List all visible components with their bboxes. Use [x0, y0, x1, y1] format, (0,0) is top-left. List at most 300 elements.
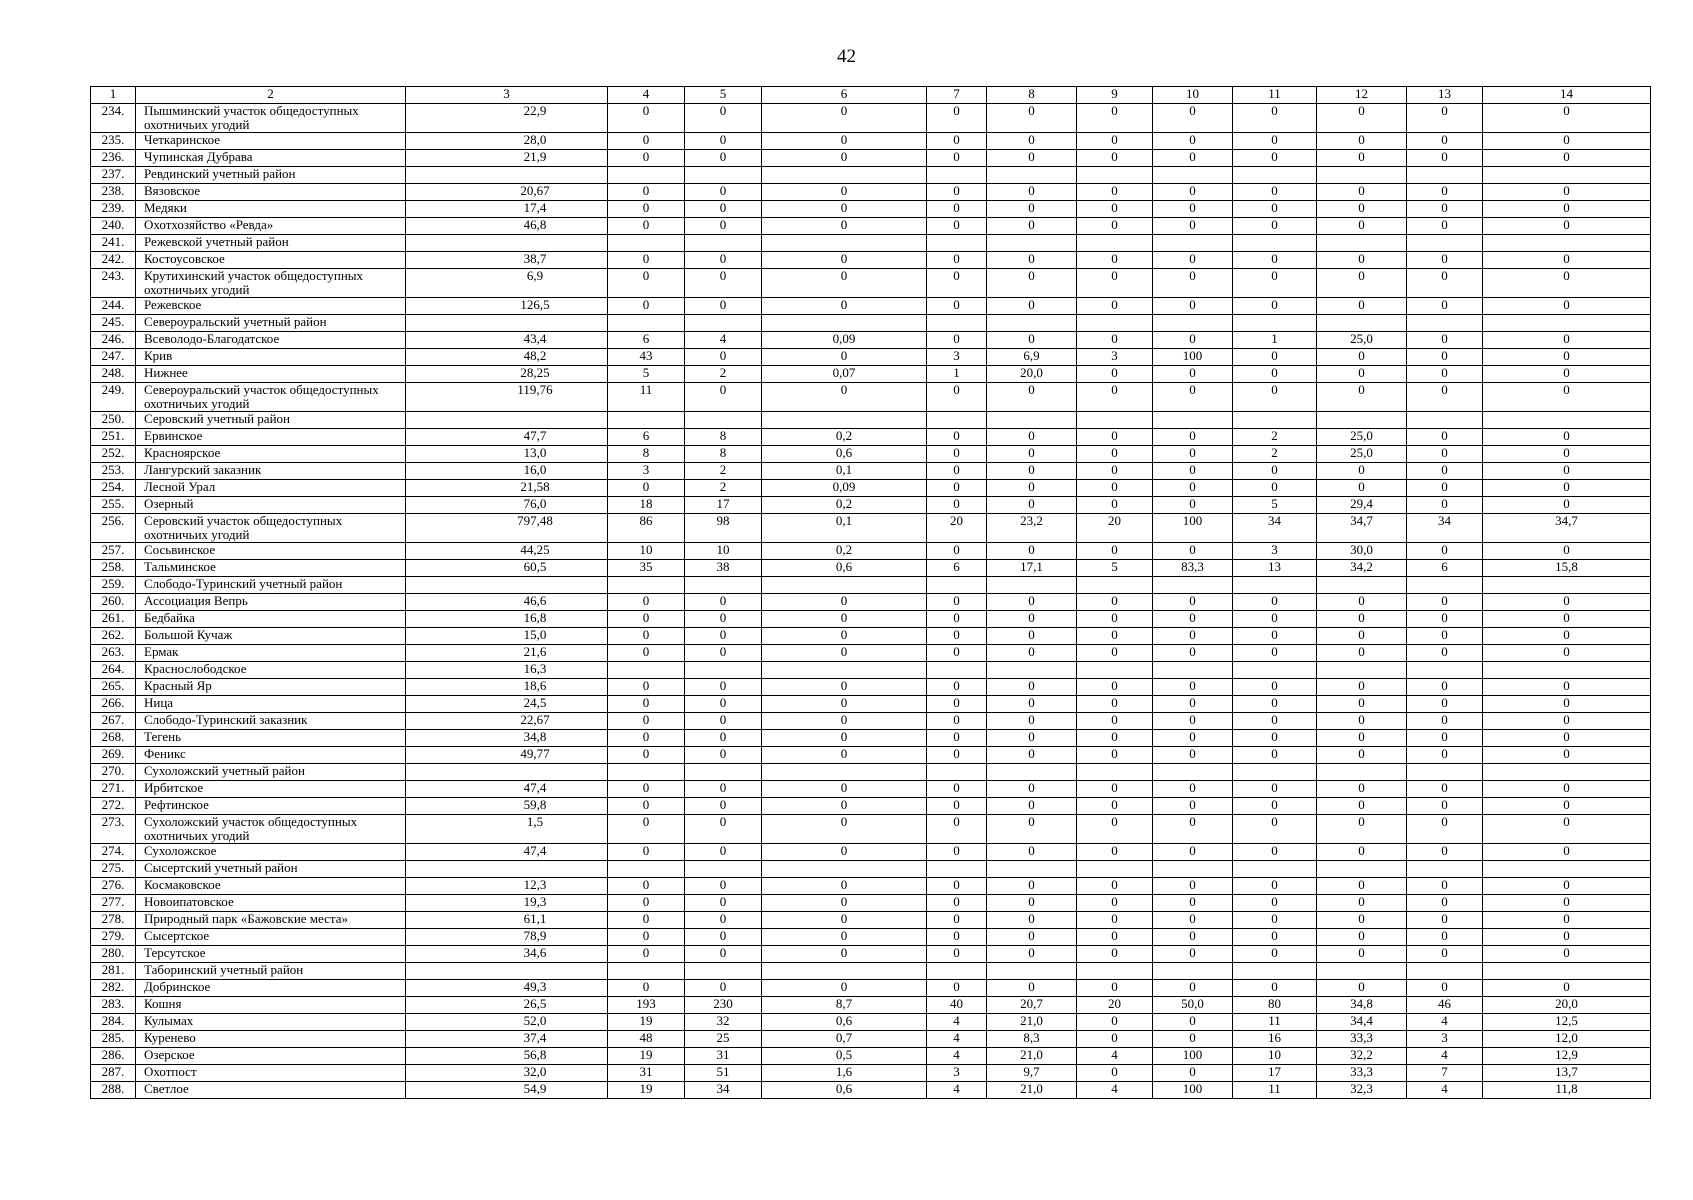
value-cell: 98: [685, 514, 762, 543]
value-cell: 34: [685, 1082, 762, 1099]
area-value: 16,8: [406, 611, 608, 628]
value-cell: 6: [927, 560, 987, 577]
value-cell: 0: [1317, 349, 1407, 366]
value-cell: [927, 963, 987, 980]
value-cell: 0: [1407, 298, 1483, 315]
value-cell: [1317, 577, 1407, 594]
value-cell: 8: [608, 446, 685, 463]
value-cell: 0: [1317, 383, 1407, 412]
page-number: 42: [837, 46, 856, 67]
value-cell: 0: [1483, 895, 1651, 912]
area-name: Тегень: [136, 730, 406, 747]
value-cell: [1077, 861, 1153, 878]
value-cell: 0: [1483, 366, 1651, 383]
value-cell: [1077, 315, 1153, 332]
value-cell: 0: [1317, 628, 1407, 645]
area-value: 61,1: [406, 912, 608, 929]
value-cell: 0: [987, 929, 1077, 946]
value-cell: 83,3: [1153, 560, 1233, 577]
value-cell: 0: [927, 645, 987, 662]
value-cell: [1153, 861, 1233, 878]
value-cell: 0: [1317, 730, 1407, 747]
value-cell: 4: [1407, 1082, 1483, 1099]
value-cell: 193: [608, 997, 685, 1014]
value-cell: 0: [1153, 252, 1233, 269]
table-row: [91, 628, 1651, 645]
table-row: [91, 764, 1651, 781]
area-name: Таборинский учетный район: [136, 963, 406, 980]
value-cell: 33,3: [1317, 1031, 1407, 1048]
value-cell: 0: [1233, 269, 1317, 298]
value-cell: 0: [1153, 1031, 1233, 1048]
value-cell: 0: [1077, 201, 1153, 218]
value-cell: [685, 963, 762, 980]
row-number: 243.: [91, 269, 136, 298]
value-cell: 0: [1317, 201, 1407, 218]
value-cell: 0: [987, 150, 1077, 167]
value-cell: 0: [1233, 383, 1317, 412]
value-cell: 0: [608, 980, 685, 997]
table-row: [91, 1048, 1651, 1065]
value-cell: [1407, 412, 1483, 429]
value-cell: 0: [1233, 133, 1317, 150]
area-name: Пышминский участок общедоступных охотничьих угодий: [136, 104, 406, 133]
value-cell: 0: [927, 696, 987, 713]
value-cell: [987, 315, 1077, 332]
value-cell: 0: [1077, 429, 1153, 446]
value-cell: 0: [685, 269, 762, 298]
column-header: 5: [685, 87, 762, 104]
column-header: 1: [91, 87, 136, 104]
value-cell: 32,2: [1317, 1048, 1407, 1065]
value-cell: 100: [1153, 349, 1233, 366]
value-cell: 0: [1233, 150, 1317, 167]
row-number: 280.: [91, 946, 136, 963]
value-cell: 0: [1153, 929, 1233, 946]
value-cell: 0: [685, 594, 762, 611]
value-cell: [1407, 315, 1483, 332]
value-cell: 0: [1077, 815, 1153, 844]
value-cell: 0: [1407, 946, 1483, 963]
value-cell: [1077, 167, 1153, 184]
value-cell: 0: [1407, 104, 1483, 133]
value-cell: 0: [1233, 844, 1317, 861]
value-cell: 0: [1077, 679, 1153, 696]
value-cell: 1,6: [762, 1065, 927, 1082]
value-cell: 9,7: [987, 1065, 1077, 1082]
row-number: 253.: [91, 463, 136, 480]
value-cell: 0: [1077, 150, 1153, 167]
value-cell: 0: [987, 184, 1077, 201]
value-cell: 0: [1077, 912, 1153, 929]
value-cell: 0: [762, 912, 927, 929]
row-number: 271.: [91, 781, 136, 798]
value-cell: [1233, 235, 1317, 252]
table-row: [91, 133, 1651, 150]
value-cell: [927, 764, 987, 781]
value-cell: 11,8: [1483, 1082, 1651, 1099]
area-name: Костоусовское: [136, 252, 406, 269]
row-number: 264.: [91, 662, 136, 679]
value-cell: [1407, 662, 1483, 679]
value-cell: 100: [1153, 1048, 1233, 1065]
area-value: 48,2: [406, 349, 608, 366]
area-name: Слободо-Туринский учетный район: [136, 577, 406, 594]
value-cell: 0: [1483, 645, 1651, 662]
value-cell: 0: [1233, 696, 1317, 713]
value-cell: 0: [1233, 815, 1317, 844]
value-cell: 2: [1233, 446, 1317, 463]
value-cell: 48: [608, 1031, 685, 1048]
row-number: 245.: [91, 315, 136, 332]
value-cell: 0: [987, 696, 1077, 713]
value-cell: 4: [1077, 1082, 1153, 1099]
table-row: [91, 252, 1651, 269]
value-cell: [927, 315, 987, 332]
value-cell: 0: [1407, 366, 1483, 383]
value-cell: 0: [608, 645, 685, 662]
row-number: 240.: [91, 218, 136, 235]
value-cell: 0: [1077, 543, 1153, 560]
table-row: [91, 514, 1651, 543]
value-cell: 34,7: [1483, 514, 1651, 543]
value-cell: [1233, 167, 1317, 184]
value-cell: 0: [1077, 480, 1153, 497]
row-number: 270.: [91, 764, 136, 781]
area-name: Режевской учетный район: [136, 235, 406, 252]
value-cell: 10: [608, 543, 685, 560]
value-cell: 0: [1153, 611, 1233, 628]
value-cell: 0: [608, 815, 685, 844]
area-name: Сысертский учетный район: [136, 861, 406, 878]
value-cell: 6: [608, 332, 685, 349]
value-cell: 0: [685, 104, 762, 133]
value-cell: [1233, 315, 1317, 332]
area-value: 44,25: [406, 543, 608, 560]
value-cell: 0: [762, 696, 927, 713]
value-cell: [608, 963, 685, 980]
value-cell: 0: [987, 844, 1077, 861]
table-row: [91, 946, 1651, 963]
value-cell: [1407, 861, 1483, 878]
area-value: 13,0: [406, 446, 608, 463]
area-value: 34,6: [406, 946, 608, 963]
row-number: 246.: [91, 332, 136, 349]
area-name: Ермак: [136, 645, 406, 662]
value-cell: 0: [1153, 133, 1233, 150]
value-cell: 10: [1233, 1048, 1317, 1065]
table-row: [91, 366, 1651, 383]
value-cell: 0: [685, 912, 762, 929]
value-cell: 0: [1153, 429, 1233, 446]
value-cell: 0: [1407, 645, 1483, 662]
value-cell: 0: [1153, 446, 1233, 463]
value-cell: 30,0: [1317, 543, 1407, 560]
area-name: Куренево: [136, 1031, 406, 1048]
row-number: 287.: [91, 1065, 136, 1082]
value-cell: 0: [1317, 815, 1407, 844]
value-cell: 3: [927, 1065, 987, 1082]
value-cell: 0: [1233, 747, 1317, 764]
value-cell: 0: [1407, 184, 1483, 201]
area-name: Слободо-Туринский заказник: [136, 713, 406, 730]
value-cell: 0: [762, 349, 927, 366]
value-cell: 0: [927, 611, 987, 628]
area-value: 38,7: [406, 252, 608, 269]
value-cell: 0: [927, 332, 987, 349]
value-cell: 0: [1483, 543, 1651, 560]
value-cell: 0: [608, 844, 685, 861]
value-cell: [1483, 412, 1651, 429]
value-cell: 0: [1077, 133, 1153, 150]
value-cell: [1483, 315, 1651, 332]
row-number: 261.: [91, 611, 136, 628]
value-cell: 20: [1077, 514, 1153, 543]
value-cell: 8: [685, 446, 762, 463]
table-row: [91, 895, 1651, 912]
value-cell: 8: [685, 429, 762, 446]
area-name: Североуральский участок общедоступных охотничьих угодий: [136, 383, 406, 412]
value-cell: 0: [927, 730, 987, 747]
row-number: 278.: [91, 912, 136, 929]
area-name: Всеволодо-Благодатское: [136, 332, 406, 349]
value-cell: [762, 577, 927, 594]
value-cell: 0: [1077, 1031, 1153, 1048]
value-cell: 0: [685, 679, 762, 696]
value-cell: 12,5: [1483, 1014, 1651, 1031]
row-number: 277.: [91, 895, 136, 912]
value-cell: 230: [685, 997, 762, 1014]
value-cell: 0: [1233, 895, 1317, 912]
value-cell: 0: [1153, 844, 1233, 861]
column-header: 6: [762, 87, 927, 104]
value-cell: 0: [1317, 104, 1407, 133]
value-cell: 4: [927, 1082, 987, 1099]
area-value: [406, 412, 608, 429]
area-name: Чупинская Дубрава: [136, 150, 406, 167]
value-cell: 0: [1407, 463, 1483, 480]
value-cell: 0: [1483, 781, 1651, 798]
value-cell: 0: [1077, 730, 1153, 747]
value-cell: 0: [1233, 201, 1317, 218]
value-cell: [1483, 167, 1651, 184]
value-cell: 0: [1317, 980, 1407, 997]
row-number: 234.: [91, 104, 136, 133]
value-cell: 0,2: [762, 497, 927, 514]
value-cell: 0: [608, 252, 685, 269]
value-cell: 0: [1407, 798, 1483, 815]
row-number: 275.: [91, 861, 136, 878]
value-cell: 0: [1407, 878, 1483, 895]
area-value: 47,4: [406, 781, 608, 798]
value-cell: 0: [1483, 201, 1651, 218]
value-cell: 0: [927, 269, 987, 298]
row-number: 288.: [91, 1082, 136, 1099]
value-cell: 0: [987, 497, 1077, 514]
value-cell: 0: [1407, 383, 1483, 412]
value-cell: [685, 315, 762, 332]
area-name: Сосьвинское: [136, 543, 406, 560]
value-cell: 0: [1317, 878, 1407, 895]
area-name: Сухоложское: [136, 844, 406, 861]
value-cell: [1483, 662, 1651, 679]
table-row: [91, 963, 1651, 980]
table-row: [91, 1031, 1651, 1048]
area-name: Североуральский учетный район: [136, 315, 406, 332]
area-value: 18,6: [406, 679, 608, 696]
value-cell: 18: [608, 497, 685, 514]
value-cell: [762, 861, 927, 878]
value-cell: 0: [685, 611, 762, 628]
value-cell: 0: [762, 929, 927, 946]
value-cell: [762, 764, 927, 781]
table-row: [91, 713, 1651, 730]
column-header: 4: [608, 87, 685, 104]
value-cell: 0: [927, 713, 987, 730]
table-row: [91, 645, 1651, 662]
value-cell: 0: [1153, 150, 1233, 167]
value-cell: 34,4: [1317, 1014, 1407, 1031]
value-cell: 0: [1483, 332, 1651, 349]
value-cell: 0: [927, 628, 987, 645]
value-cell: 0: [685, 713, 762, 730]
row-number: 235.: [91, 133, 136, 150]
value-cell: 0: [685, 929, 762, 946]
value-cell: [1233, 577, 1317, 594]
value-cell: [1233, 963, 1317, 980]
value-cell: 11: [1233, 1014, 1317, 1031]
value-cell: 2: [685, 480, 762, 497]
value-cell: 0: [1077, 696, 1153, 713]
value-cell: 0: [762, 269, 927, 298]
value-cell: 0: [1407, 349, 1483, 366]
value-cell: 0: [987, 679, 1077, 696]
value-cell: 0: [1407, 747, 1483, 764]
value-cell: [1153, 764, 1233, 781]
value-cell: 0: [608, 946, 685, 963]
value-cell: [1317, 167, 1407, 184]
value-cell: [1153, 235, 1233, 252]
value-cell: 0: [1483, 628, 1651, 645]
value-cell: 19: [608, 1014, 685, 1031]
value-cell: 0: [1153, 679, 1233, 696]
table-row: [91, 730, 1651, 747]
value-cell: 21,0: [987, 1082, 1077, 1099]
value-cell: 0: [987, 429, 1077, 446]
value-cell: [1317, 861, 1407, 878]
value-cell: 0: [1407, 713, 1483, 730]
value-cell: 0: [1153, 645, 1233, 662]
value-cell: 0: [927, 383, 987, 412]
value-cell: [685, 167, 762, 184]
value-cell: [1483, 963, 1651, 980]
value-cell: 0: [1483, 946, 1651, 963]
value-cell: 0: [762, 895, 927, 912]
area-value: 54,9: [406, 1082, 608, 1099]
value-cell: 0: [1317, 218, 1407, 235]
value-cell: [987, 861, 1077, 878]
value-cell: 0: [1407, 696, 1483, 713]
value-cell: 0: [608, 594, 685, 611]
value-cell: [685, 235, 762, 252]
value-cell: 0: [1153, 184, 1233, 201]
area-name: Лангурский заказник: [136, 463, 406, 480]
value-cell: 0: [1317, 645, 1407, 662]
value-cell: [1407, 235, 1483, 252]
value-cell: 0: [685, 878, 762, 895]
table-row: [91, 611, 1651, 628]
value-cell: 4: [927, 1014, 987, 1031]
area-name: Нижнее: [136, 366, 406, 383]
value-cell: 0: [987, 463, 1077, 480]
value-cell: 0: [1317, 133, 1407, 150]
value-cell: 23,2: [987, 514, 1077, 543]
value-cell: 19: [608, 1082, 685, 1099]
value-cell: [608, 577, 685, 594]
value-cell: 32: [685, 1014, 762, 1031]
value-cell: 0: [608, 628, 685, 645]
value-cell: 0: [1483, 679, 1651, 696]
value-cell: 0: [1233, 679, 1317, 696]
value-cell: 0: [1483, 252, 1651, 269]
value-cell: 4: [1407, 1048, 1483, 1065]
value-cell: 31: [608, 1065, 685, 1082]
area-value: 46,6: [406, 594, 608, 611]
row-number: 284.: [91, 1014, 136, 1031]
value-cell: 0: [608, 104, 685, 133]
area-name: Тальминское: [136, 560, 406, 577]
value-cell: 0: [1077, 269, 1153, 298]
value-cell: 0: [987, 912, 1077, 929]
area-name: Сысертское: [136, 929, 406, 946]
value-cell: 0: [685, 628, 762, 645]
value-cell: 0: [1153, 463, 1233, 480]
value-cell: 0: [1407, 446, 1483, 463]
column-header: 13: [1407, 87, 1483, 104]
area-name: Кулымах: [136, 1014, 406, 1031]
area-name: Феникс: [136, 747, 406, 764]
value-cell: 0: [1233, 252, 1317, 269]
value-cell: 0: [1077, 1065, 1153, 1082]
value-cell: 0: [987, 252, 1077, 269]
value-cell: 0: [1483, 218, 1651, 235]
area-value: 12,3: [406, 878, 608, 895]
value-cell: 0: [1407, 543, 1483, 560]
row-number: 266.: [91, 696, 136, 713]
row-number: 239.: [91, 201, 136, 218]
value-cell: 0: [1153, 798, 1233, 815]
value-cell: [1407, 577, 1483, 594]
value-cell: [1077, 764, 1153, 781]
value-cell: 0: [1153, 104, 1233, 133]
value-cell: 0: [987, 730, 1077, 747]
value-cell: 0: [987, 611, 1077, 628]
value-cell: [1233, 861, 1317, 878]
value-cell: 0: [927, 104, 987, 133]
value-cell: 0: [1233, 878, 1317, 895]
value-cell: [927, 861, 987, 878]
value-cell: 0: [1153, 543, 1233, 560]
row-number: 260.: [91, 594, 136, 611]
row-number: 285.: [91, 1031, 136, 1048]
value-cell: 46: [1407, 997, 1483, 1014]
value-cell: 15,8: [1483, 560, 1651, 577]
value-cell: 0,6: [762, 1014, 927, 1031]
value-cell: 0: [927, 184, 987, 201]
value-cell: 0: [685, 252, 762, 269]
value-cell: [987, 167, 1077, 184]
value-cell: 0: [1407, 201, 1483, 218]
